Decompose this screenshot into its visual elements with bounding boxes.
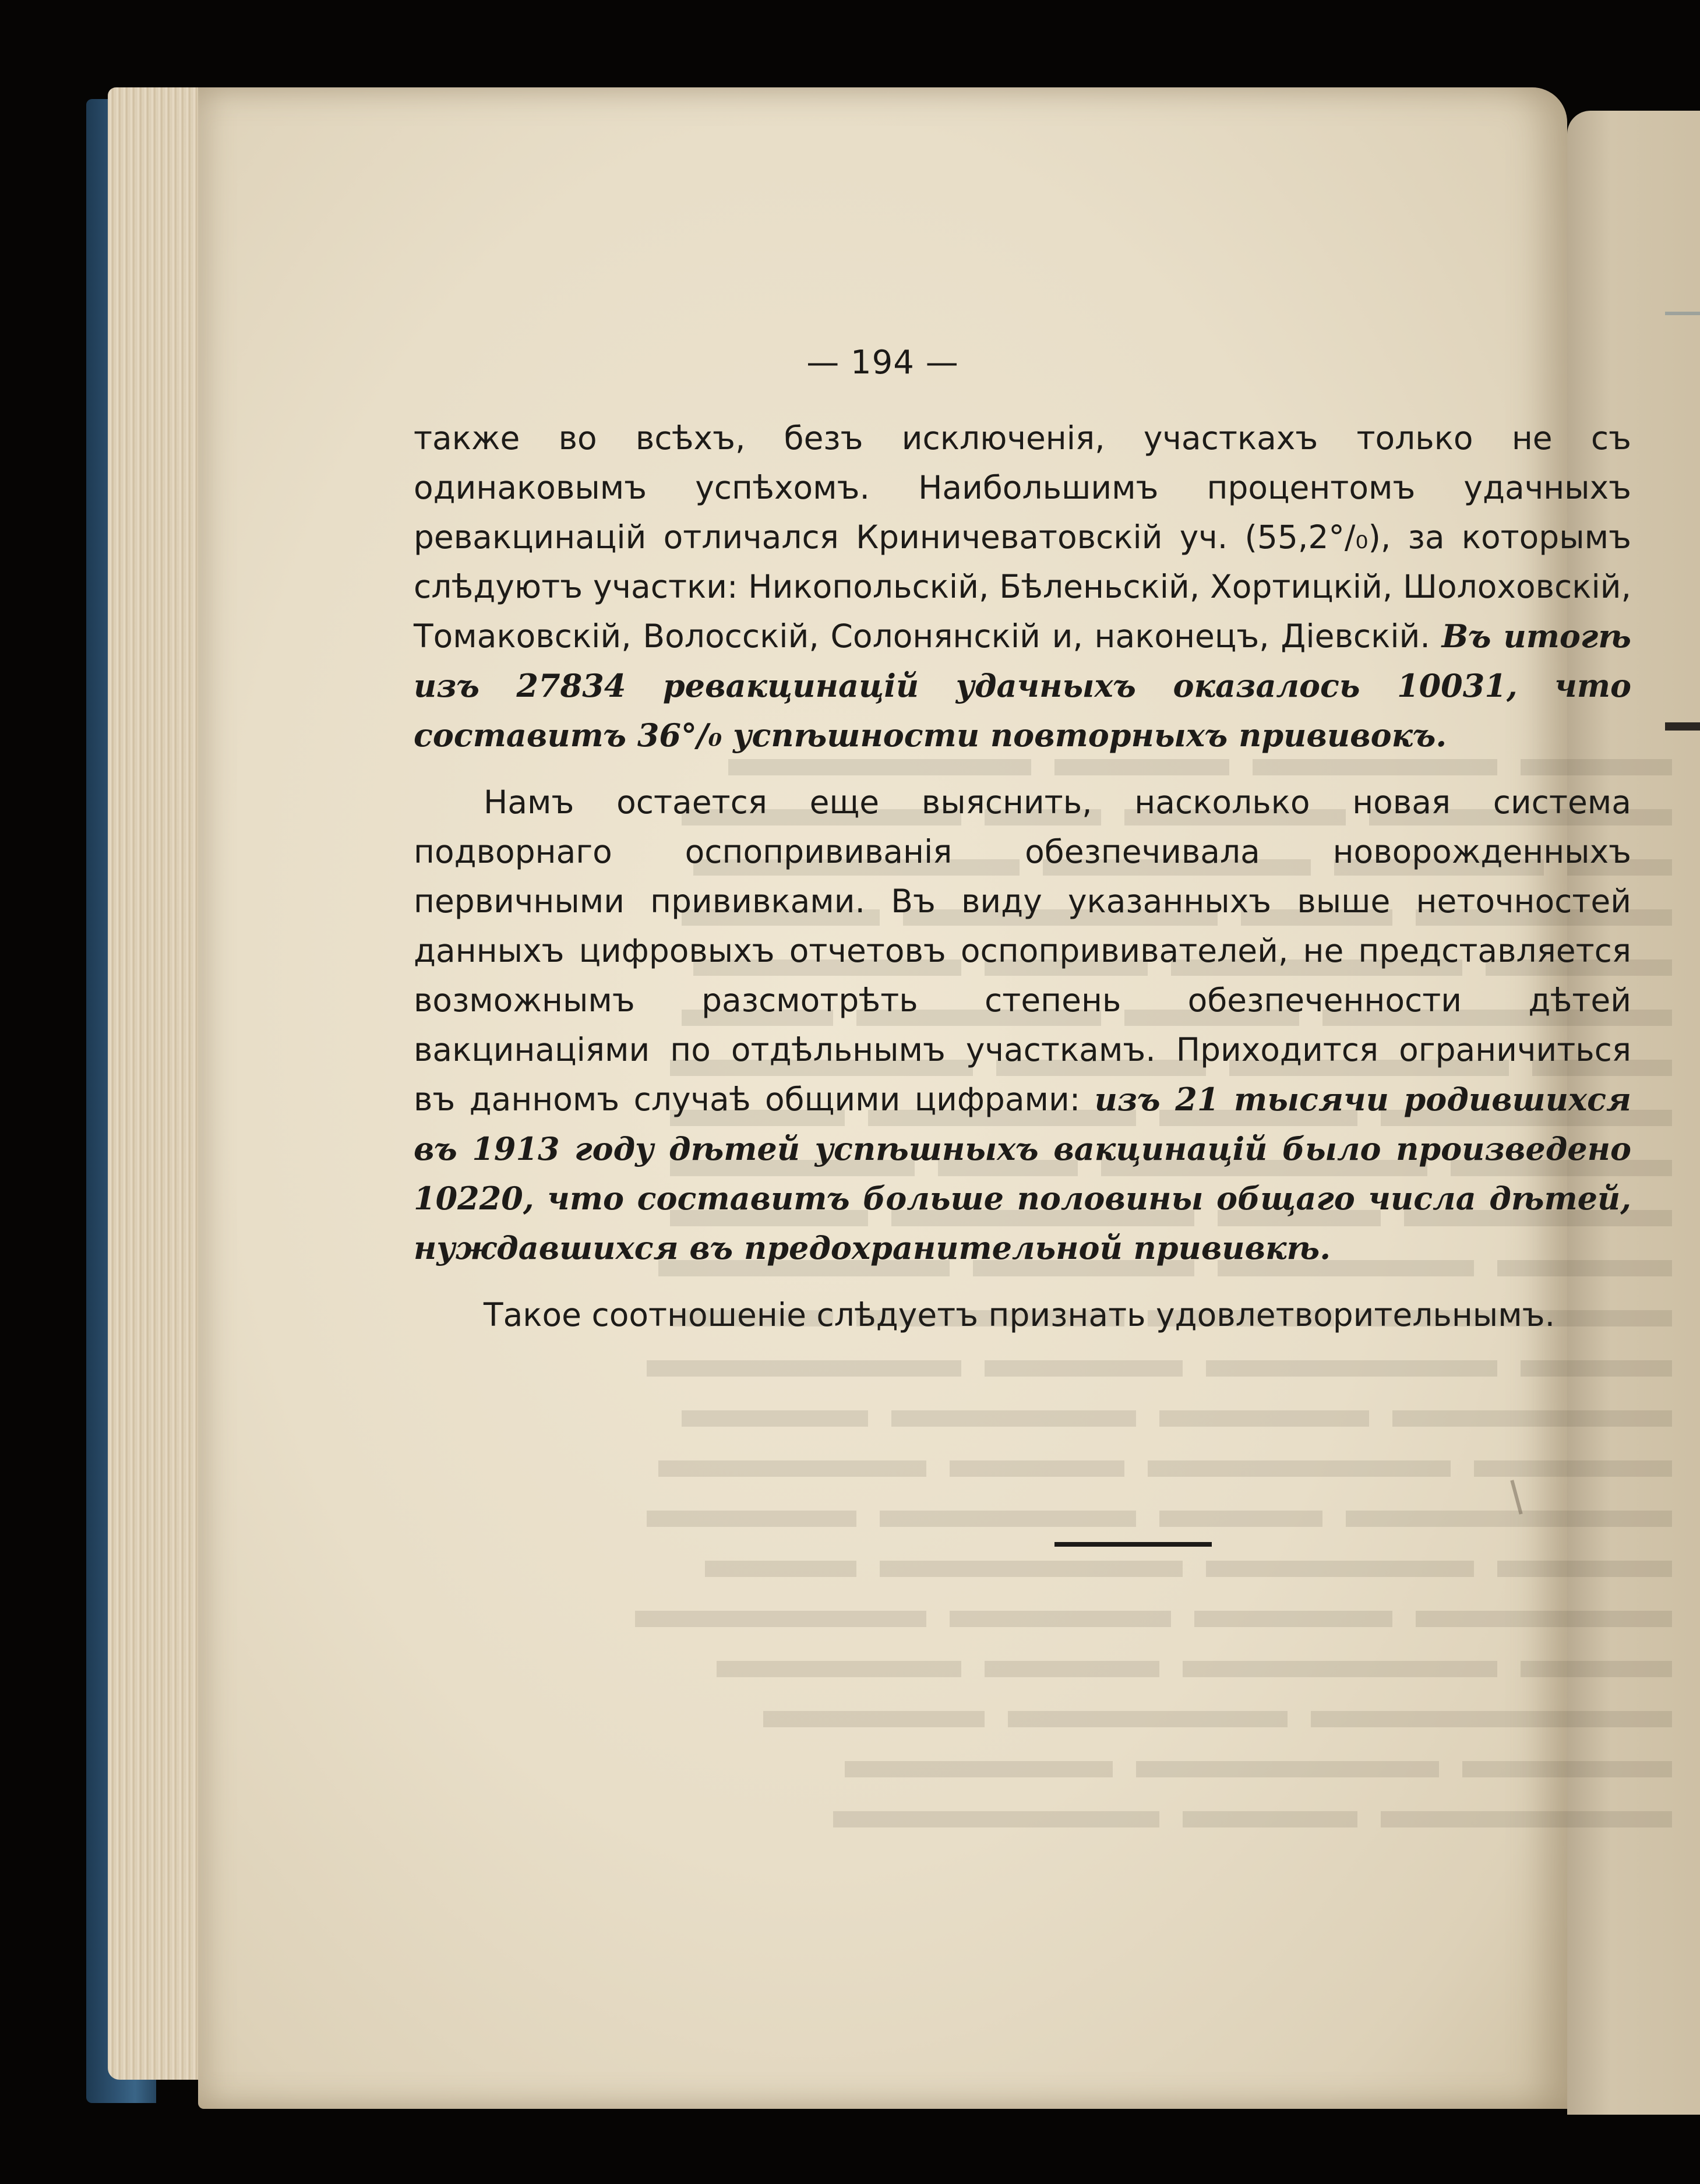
facing-page-mark <box>1665 722 1700 731</box>
facing-page-mark-faint <box>1665 312 1700 315</box>
paragraph-3 <box>414 1290 1631 1340</box>
book-page <box>198 87 1632 2109</box>
paragraph-1-italic-summary: Въ итогѣ изъ 27834 ревакцинацій удачныхъ оказалось 10031, что составитъ 36°/₀ успѣшности повторныхъ прививокъ. <box>414 618 1631 754</box>
paragraph-1 <box>414 414 1631 760</box>
paragraph-1-text: также во всѣхъ, безъ исключенія, участкахъ только не съ одинаковымъ успѣхомъ. Наибольшимъ процентомъ удачныхъ ревакцинацій отличался Криничеватовскій уч. (55,2°/₀), за которымъ слѣдуютъ участки: Никопольскій, Бѣленьскій, Хортицкій, Шолоховскій, Томаковскій, Волосскій, Солонянскій и, наконецъ, Діевскій. <box>414 419 1631 655</box>
paragraph-2-text: Намъ остается еще выяснить, насколько новая система подворнаго оспопрививанія обезпечивала новорожденныхъ первичными прививками. Въ виду указанныхъ выше неточностей данныхъ цифровыхъ отчетовъ оспопрививателей, не представляется возможнымъ разсмотрѣть степень обезпеченности дѣтей вакцинаціями по отдѣльнымъ участкамъ. Приходится ограничиться въ данномъ случаѣ общими цифрами: <box>414 784 1631 1118</box>
page-edges <box>108 87 207 2080</box>
paragraph-2-italic-summary: изъ 21 тысячи родившихся въ 1913 году дѣтей успѣшныхъ вакцинацій было произведено 10220, что составитъ больше половины общаго числа дѣтей, нуждавшихся въ предохранительной прививкѣ. <box>414 1081 1632 1266</box>
paragraph-2 <box>414 778 1631 1273</box>
paragraph-3-text: Такое соотношеніе слѣдуетъ признать удовлетворительнымъ. <box>484 1296 1556 1333</box>
page-number: — 194 — <box>806 344 959 382</box>
section-end-rule <box>1054 1542 1212 1547</box>
page-body-text <box>414 414 1631 1340</box>
